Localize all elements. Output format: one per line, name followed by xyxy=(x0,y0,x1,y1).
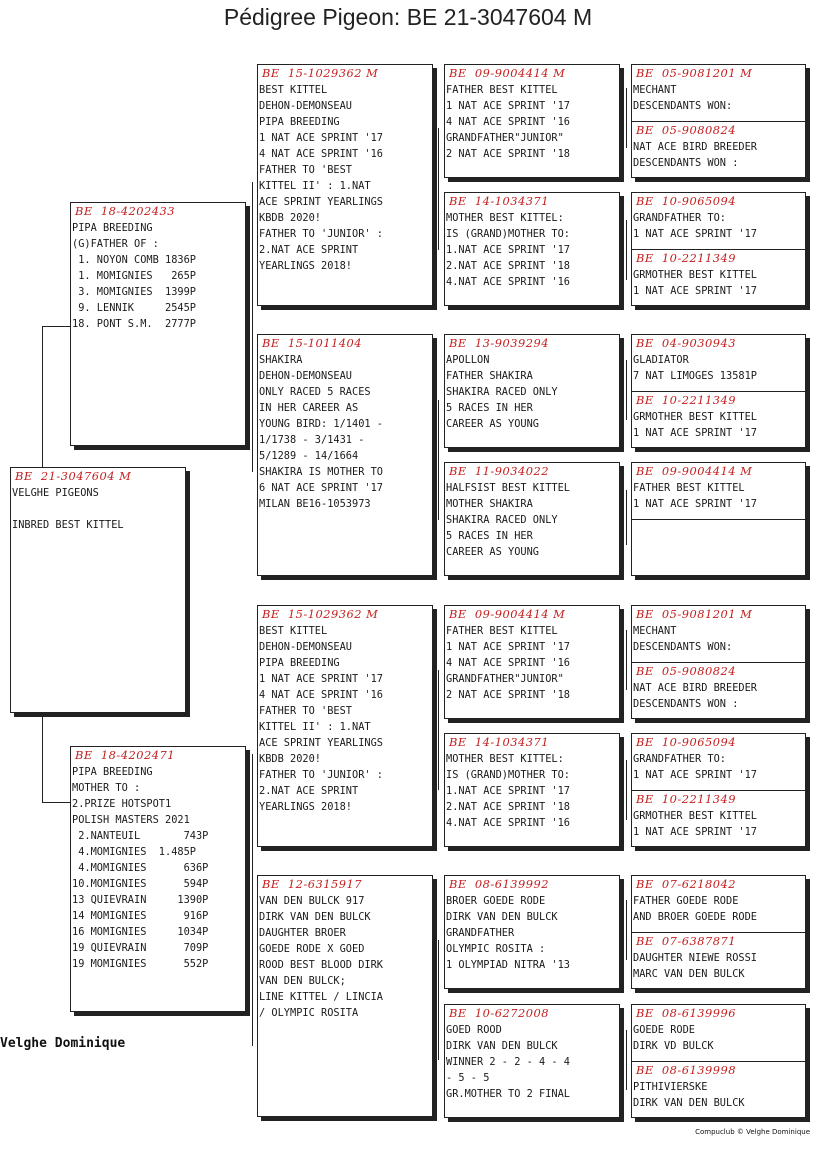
connector-line xyxy=(626,900,627,960)
card-text: NAT ACE BIRD BREEDER DESCENDANTS WON : xyxy=(633,682,757,710)
ring-number: BE 08-6139992 xyxy=(449,877,549,891)
pigeon-card-gen3-5[interactable] xyxy=(444,605,620,719)
connector-line xyxy=(626,760,627,820)
ring-number: BE 05-9081201 M xyxy=(636,607,753,621)
page-title: Pédigree Pigeon: BE 21-3047604 M xyxy=(223,4,593,30)
pigeon-pair-card-3[interactable] xyxy=(631,334,806,448)
card-text: PIPA BREEDING MOTHER TO : 2.PRIZE HOTSPOT1 POLISH MASTERS 2021 2.NANTEUIL 743P 4.MOMIGNIES 1.485P 4.MOMIGNIES 636P 10.MOMIGNIES 594P 13 QUIEVRAIN 1390P 14 MOMIGNIES 916P 16 MOMIGNIES 1034P 19 QUIEVRAIN 709P 19 MOMIGNIES 552P xyxy=(72,766,209,970)
card-text: PITHIVIERSKE DIRK VAN DEN BULCK xyxy=(633,1081,745,1109)
card-text: MECHANT DESCENDANTS WON: xyxy=(633,84,733,112)
card-text: MOTHER BEST KITTEL: IS (GRAND)MOTHER TO: 1.NAT ACE SPRINT '17 2.NAT ACE SPRINT '18 4.NAT ACE SPRINT '16 xyxy=(446,212,570,288)
pigeon-card-main[interactable] xyxy=(10,467,186,713)
pigeon-pair-card-1[interactable] xyxy=(631,64,806,178)
pigeon-pair-card-2[interactable] xyxy=(631,192,806,306)
card-text: BEST KITTEL DEHON-DEMONSEAU PIPA BREEDING 1 NAT ACE SPRINT '17 4 NAT ACE SPRINT '16 FATHER TO 'BEST KITTEL II' : 1.NAT ACE SPRINT YEARLINGS KBDB 2020! FATHER TO 'JUNIOR' : 2.NAT ACE SPRINT YEARLINGS 2018! xyxy=(259,625,383,813)
connector-line xyxy=(252,754,253,1046)
ring-number: BE 10-2211349 xyxy=(636,251,736,265)
connector-line xyxy=(626,220,627,280)
pigeon-card-father[interactable] xyxy=(70,202,246,446)
card-text: FATHER BEST KITTEL 1 NAT ACE SPRINT '17 xyxy=(633,482,757,510)
ring-number: BE 10-9065094 xyxy=(636,194,736,208)
card-text: GRANDFATHER TO: 1 NAT ACE SPRINT '17 xyxy=(633,212,757,240)
card-text: APOLLON FATHER SHAKIRA SHAKIRA RACED ONLY 5 RACES IN HER CAREER AS YOUNG xyxy=(446,354,558,430)
pigeon-card-gen3-6[interactable] xyxy=(444,733,620,847)
card-text: GLADIATOR 7 NAT LIMOGES 13581P xyxy=(633,354,757,382)
ring-number: BE 09-9004414 M xyxy=(636,464,753,478)
footer-credit: Compuclub © Velghe Dominique xyxy=(695,1128,810,1136)
connector-line xyxy=(626,630,627,690)
ring-number: BE 12-6315917 xyxy=(262,877,362,891)
connector-line xyxy=(438,670,439,790)
breeder-signature: Velghe Dominique xyxy=(0,1036,126,1051)
pigeon-card-mother-mother[interactable] xyxy=(257,875,433,1117)
pigeon-card-gen3-2[interactable] xyxy=(444,192,620,306)
connector-line xyxy=(626,88,627,148)
connector-line xyxy=(438,400,439,520)
pigeon-card-father-father[interactable] xyxy=(257,64,433,306)
connector-line xyxy=(438,940,439,1060)
ring-number: BE 15-1029362 M xyxy=(262,66,379,80)
pigeon-card-gen3-1[interactable] xyxy=(444,64,620,178)
pigeon-card-mother[interactable] xyxy=(70,746,246,1012)
card-text: MOTHER BEST KITTEL: IS (GRAND)MOTHER TO: 1.NAT ACE SPRINT '17 2.NAT ACE SPRINT '18 4.NAT ACE SPRINT '16 xyxy=(446,753,570,829)
ring-number: BE 10-2211349 xyxy=(636,393,736,407)
card-text: GRMOTHER BEST KITTEL 1 NAT ACE SPRINT '17 xyxy=(633,810,757,838)
ring-number: BE 10-2211349 xyxy=(636,792,736,806)
pigeon-card-mother-father[interactable] xyxy=(257,605,433,847)
ring-number: BE 07-6387871 xyxy=(636,934,736,948)
connector-line xyxy=(42,326,43,468)
card-text: MECHANT DESCENDANTS WON: xyxy=(633,625,733,653)
pigeon-card-gen3-3[interactable] xyxy=(444,334,620,448)
ring-number: BE 11-9034022 xyxy=(449,464,549,478)
ring-number: BE 18-4202471 xyxy=(75,748,175,762)
connector-line xyxy=(438,128,439,250)
card-text: PIPA BREEDING (G)FATHER OF : 1. NOYON COMB 1836P 1. MOMIGNIES 265P 3. MOMIGNIES 1399P 9. LENNIK 2545P 18. PONT S.M. 2777P xyxy=(72,222,196,330)
ring-number: BE 08-6139998 xyxy=(636,1063,736,1077)
pigeon-card-father-mother[interactable] xyxy=(257,334,433,576)
ring-number: BE 05-9080824 xyxy=(636,664,736,678)
connector-line xyxy=(42,802,70,803)
ring-number: BE 10-6272008 xyxy=(449,1006,549,1020)
card-text: SHAKIRA DEHON-DEMONSEAU ONLY RACED 5 RACES IN HER CAREER AS YOUNG BIRD: 1/1401 - 1/1738 - 3/1431 - 5/1289 - 14/1664 SHAKIRA IS MOTHER TO 6 NAT ACE SPRINT '17 MILAN BE16-1053973 xyxy=(259,354,383,510)
pigeon-pair-card-8[interactable] xyxy=(631,1004,806,1118)
ring-number: BE 10-9065094 xyxy=(636,735,736,749)
card-text: FATHER BEST KITTEL 1 NAT ACE SPRINT '17 4 NAT ACE SPRINT '16 GRANDFATHER"JUNIOR" 2 NAT ACE SPRINT '18 xyxy=(446,84,570,160)
ring-number: BE 14-1034371 xyxy=(449,194,549,208)
card-text: HALFSIST BEST KITTEL MOTHER SHAKIRA SHAKIRA RACED ONLY 5 RACES IN HER CAREER AS YOUNG xyxy=(446,482,570,558)
pigeon-pair-card-7[interactable] xyxy=(631,875,806,989)
ring-number: BE 14-1034371 xyxy=(449,735,549,749)
card-text: FATHER GOEDE RODE AND BROER GOEDE RODE xyxy=(633,895,757,923)
ring-number: BE 09-9004414 M xyxy=(449,607,566,621)
card-text: GOED ROOD DIRK VAN DEN BULCK WINNER 2 - 2 - 4 - 4 - 5 - 5 GR.MOTHER TO 2 FINAL xyxy=(446,1024,570,1100)
ring-number: BE 15-1029362 M xyxy=(262,607,379,621)
connector-line xyxy=(626,1030,627,1090)
card-text xyxy=(632,521,805,523)
ring-number: BE 07-6218042 xyxy=(636,877,736,891)
connector-line xyxy=(42,712,43,802)
card-text: NAT ACE BIRD BREEDER DESCENDANTS WON : xyxy=(633,141,757,169)
pigeon-card-gen3-4[interactable] xyxy=(444,462,620,576)
card-text: GRMOTHER BEST KITTEL 1 NAT ACE SPRINT '17 xyxy=(633,269,757,297)
connector-line xyxy=(626,490,627,545)
card-text: FATHER BEST KITTEL 1 NAT ACE SPRINT '17 4 NAT ACE SPRINT '16 GRANDFATHER"JUNIOR" 2 NAT ACE SPRINT '18 xyxy=(446,625,570,701)
card-text: GOEDE RODE DIRK VD BULCK xyxy=(633,1024,714,1052)
card-text: BEST KITTEL DEHON-DEMONSEAU PIPA BREEDING 1 NAT ACE SPRINT '17 4 NAT ACE SPRINT '16 FATHER TO 'BEST KITTEL II' : 1.NAT ACE SPRINT YEARLINGS KBDB 2020! FATHER TO 'JUNIOR' : 2.NAT ACE SPRINT YEARLINGS 2018! xyxy=(259,84,383,272)
pigeon-pair-card-4[interactable] xyxy=(631,462,806,576)
ring-number: BE 15-1011404 xyxy=(262,336,362,350)
connector-line xyxy=(626,360,627,420)
pigeon-pair-card-6[interactable] xyxy=(631,733,806,847)
card-text: VAN DEN BULCK 917 DIRK VAN DEN BULCK DAUGHTER BROER GOEDE RODE X GOED ROOD BEST BLOOD DIRK VAN DEN BULCK; LINE KITTEL / LINCIA / OLYMPIC ROSITA xyxy=(259,895,383,1019)
card-text: GRMOTHER BEST KITTEL 1 NAT ACE SPRINT '17 xyxy=(633,411,757,439)
ring-number: BE 21-3047604 M xyxy=(15,469,132,483)
pigeon-card-gen3-8[interactable] xyxy=(444,1004,620,1118)
connector-line xyxy=(252,182,253,472)
ring-number: BE 04-9030943 xyxy=(636,336,736,350)
connector-line xyxy=(42,326,70,327)
card-text: DAUGHTER NIEWE ROSSI MARC VAN DEN BULCK xyxy=(633,952,757,980)
ring-number: BE 05-9081201 M xyxy=(636,66,753,80)
pigeon-card-gen3-7[interactable] xyxy=(444,875,620,989)
ring-number: BE 13-9039294 xyxy=(449,336,549,350)
ring-number: BE 09-9004414 M xyxy=(449,66,566,80)
card-text: BROER GOEDE RODE DIRK VAN DEN BULCK GRANDFATHER OLYMPIC ROSITA : 1 OLYMPIAD NITRA '13 xyxy=(446,895,570,971)
card-text: VELGHE PIGEONS INBRED BEST KITTEL xyxy=(12,487,124,531)
card-text: GRANDFATHER TO: 1 NAT ACE SPRINT '17 xyxy=(633,753,757,781)
pigeon-pair-card-5[interactable] xyxy=(631,605,806,719)
ring-number: BE 05-9080824 xyxy=(636,123,736,137)
ring-number: BE 18-4202433 xyxy=(75,204,175,218)
ring-number: BE 08-6139996 xyxy=(636,1006,736,1020)
